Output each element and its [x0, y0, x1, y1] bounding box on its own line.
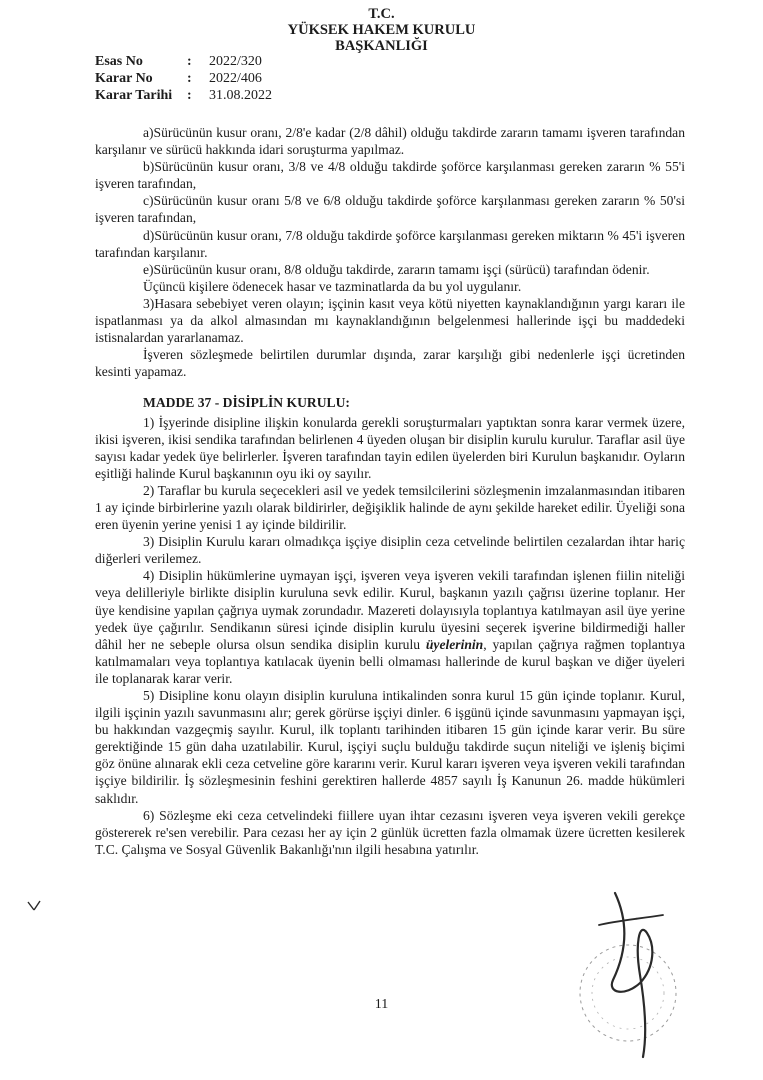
- item-4-text-end: , yapılan çağrıya rağmen toplantıya katılmamaları veya toplantıya katılacak üyenin belli olmaması hallerinde de kurul başkan ve diğer üyeleri ile toplanarak karar verir.: [95, 636, 685, 686]
- item-4-emphasis: üyelerinin: [425, 636, 484, 652]
- tarih-value: 31.08.2022: [209, 88, 272, 103]
- esas-row: [95, 53, 272, 70]
- paragraph-a: a)Sürücünün kusur oranı, 2/8'e kadar (2/8 dâhil) olduğu takdirde zararın tamamı işveren tarafından karşılanır ve sürücü hakkında idari soruşturma yapılmaz.: [95, 125, 685, 158]
- article-37-title: MADDE 37 - DİSİPLİN KURULU:: [143, 395, 350, 411]
- paragraph-d: d)Sürücünün kusur oranı, 7/8 olduğu takdirde şoförce karşılanması gereken miktarın % 45'i işveren tarafından karşılanır.: [95, 227, 685, 260]
- article-37-item-1: 1) İşyerinde disipline ilişkin konularda gerekli soruşturmaları yaptıktan sonra karar vermek üzere, ikisi işveren, ikisi sendika tarafından belirlenen 4 üyeden oluşan bir disiplin kurulu kurulur. Taraflar asil üye sayısı kadar yedek üye belirlerler. İşveren tarafından tayin edilen üyelerden biri Kurulun başkanıdır. Oyların eşitliği halinde Kurul başkanının oyu iki oy sayılır.: [95, 414, 685, 481]
- esas-value: 2022/320: [209, 54, 262, 69]
- esas-label: Esas No: [95, 54, 143, 69]
- header-tc: T.C.: [368, 6, 395, 22]
- paragraph-b: b)Sürücünün kusur oranı, 3/8 ve 4/8 olduğu takdirde şoförce karşılanması gereken zararın % 55'i işveren tarafından,: [95, 159, 685, 192]
- karar-colon: :: [187, 71, 192, 86]
- margin-tick-mark: [26, 898, 44, 916]
- header-department: BAŞKANLIĞI: [335, 38, 428, 54]
- article-37-item-5: 5) Disipline konu olayın disiplin kuruluna intikalinden sonra kurul 15 gün içinde toplanır. Kurul, ilgili işçinin yazılı savunmasını alır; gerek görürse işçiyi dinler. 6 işgünü içinde savunmasını yapmayan işçi, bu hakkından vazgeçmiş sayılır. Kurul, ilk toplantı tarihinden itibaren 15 gün içinde karar verir. Bu süre gerektiğinde 15 gün daha uzatılabilir. Kurul, işçiyi suçlu bulduğu takdirde suçun niteliği ve işleniş biçimi göz önüne alınarak ekli ceza cetveline göre kararını verir. Kurul kararı işveren veya işveren vekili tarafından işçiye bildirilir. İş sözleşmesinin feshini gerektiren hallerde 4857 sayılı İş Kanunun 26. madde hükümleri saklıdır.: [95, 688, 685, 806]
- karar-value: 2022/406: [209, 71, 262, 86]
- karar-label: Karar No: [95, 71, 153, 86]
- article-37-item-4: [95, 567, 685, 687]
- handwritten-signature: [585, 885, 695, 1065]
- page-number: 11: [374, 997, 389, 1012]
- item-4-text-start: 4) Disiplin hükümlerine uymayan işçi, işveren veya işveren vekili tarafından işlenen fiilin niteliği veya delilleriyle birlikte disiplin kuruluna sevk edilir. Kurul, başkanın yazılı çağrısı üzerine toplanır. Her üye kendisine yapılan çağrıya uymak zorundadır. Mazereti dolayısıyla toplantıya katılmayan asil üye yerine yedek üye çağırılır. Sendikanın süresi içinde disiplin kurulu üyesini seçerek işverine bildirmediği haller dâhil her ne sebeple olursa olsun sendika disiplin kurulu: [95, 568, 685, 652]
- tarih-row: [95, 87, 272, 104]
- header-institution: YÜKSEK HAKEM KURULU: [287, 22, 476, 38]
- tarih-label: Karar Tarihi: [95, 88, 173, 103]
- tarih-colon: :: [187, 88, 192, 103]
- paragraph-e: e)Sürücünün kusur oranı, 8/8 olduğu takdirde, zararın tamamı işçi (sürücü) tarafından ödenir.: [143, 261, 650, 277]
- article-37-item-3: 3) Disiplin Kurulu kararı olmadıkça işçiye disiplin ceza cetvelinde belirtilen cezalardan ihtar hariç diğerleri verilemez.: [95, 534, 685, 567]
- paragraph-employer: İşveren sözleşmede belirtilen durumlar dışında, zarar karşılığı gibi nedenlerle işçi ücretinden kesinti yapamaz.: [95, 347, 685, 380]
- karar-row: [95, 70, 272, 87]
- paragraph-3: 3)Hasara sebebiyet veren olayın; işçinin kasıt veya kötü niyetten kaynaklandığının yargı kararı ile ispatlanması ya da alkol almasından mı kaynaklandığının belgelenmesi hallerinde işçi bu maddedeki istisnalardan yararlanamaz.: [95, 295, 685, 346]
- case-meta: [95, 53, 272, 104]
- paragraph-third-parties: Üçüncü kişilere ödenecek hasar ve tazminatlarda da bu yol uygulanır.: [143, 278, 522, 294]
- document-body: [95, 124, 685, 858]
- article-37-item-2: 2) Taraflar bu kurula seçecekleri asil ve yedek temsilcilerini sözleşmenin imzalanmasından itibaren 1 ay içinde birbirlerine yazılı olarak bildirirler, değişiklik halinde de aynı şekilde hareket edilir. Üyeliği sona eren üyenin yerine yenisi 1 ay içinde bildirilir.: [95, 482, 685, 533]
- article-37-item-6: 6) Sözleşme eki ceza cetvelindeki fiillere uyan ihtar cezasını işveren veya işveren vekili gerekçe göstererek re'sen verebilir. Para cezası her ay için 2 günlük ücretten fazla olmamak üzere ücretten kesilerek T.C. Çalışma ve Sosyal Güvenlik Bakanlığı'nın ilgili hesabına yatırılır.: [95, 807, 685, 857]
- paragraph-c: c)Sürücünün kusur oranı 5/8 ve 6/8 olduğu takdirde şoförce karşılanması gereken zararın % 50'si işveren tarafından,: [95, 193, 685, 226]
- esas-colon: :: [187, 54, 192, 69]
